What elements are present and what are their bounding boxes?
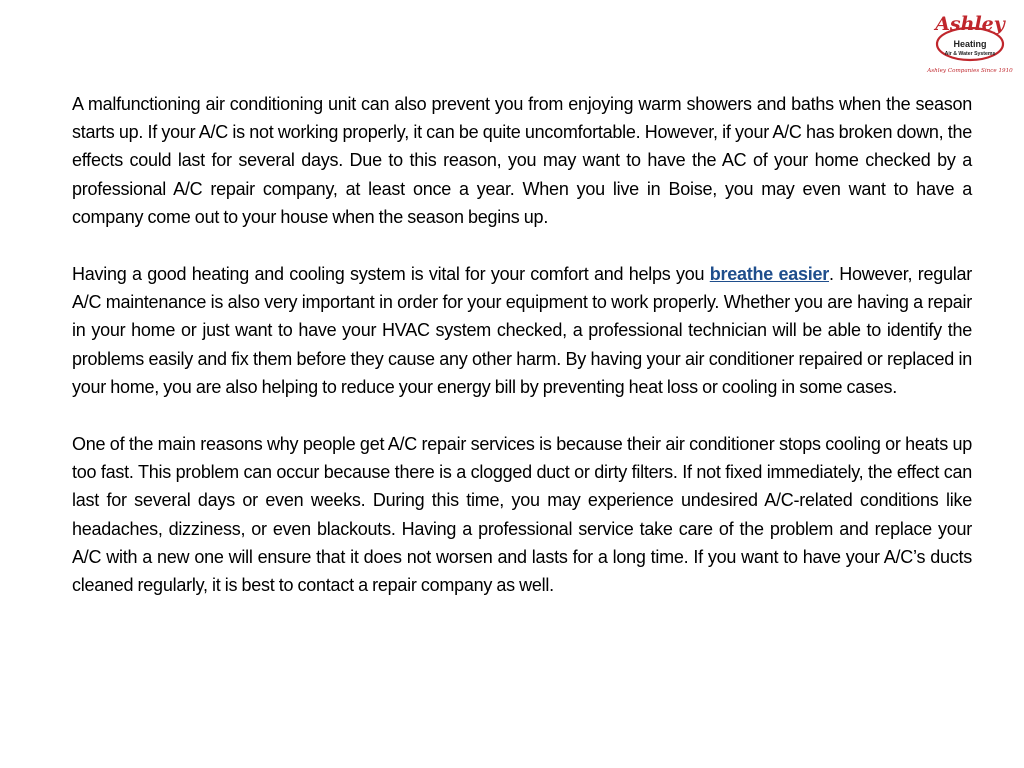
logo-line2: Air & Water Systems bbox=[944, 51, 996, 57]
paragraph-heating-cooling bbox=[72, 260, 972, 401]
article-body bbox=[72, 90, 972, 628]
paragraph-ac-malfunction: A malfunctioning air conditioning unit can also prevent you from enjoying warm showers and baths when the season starts up. If your A/C is not working properly, it can be quite uncomfortable. However, if your A/C has broken down, the effects could last for several days. Due to this reason, you may want to have the AC of your home checked by a professional A/C repair company, at least once a year. When you live in Boise, you may even want to have a company come out to your house when the season begins up. bbox=[72, 94, 972, 227]
paragraph-repair-reasons: One of the main reasons why people get A/C repair services is because their air conditioner stops cooling or heats up too fast. This problem can occur because there is a clogged duct or dirty filters. If not fixed immediately, the effect can last for several days or even weeks. During this time, you may experience undesired A/C-related conditions like headaches, dizziness, or even blackouts. Having a professional service take care of the problem and replace your A/C with a new one will ensure that it does not worsen and lasts for a long time. If you want to have your A/C’s ducts cleaned regularly, it is best to contact a repair company as well. bbox=[72, 434, 972, 596]
ashley-logo-icon bbox=[926, 8, 1018, 78]
logo-name: Ashley bbox=[935, 13, 1005, 35]
logo-tagline: Ashley Companies Since 1910 bbox=[927, 68, 1013, 74]
breathe-easier-link[interactable]: breathe easier bbox=[709, 264, 830, 285]
paragraph-text-before-link: Having a good heating and cooling system is vital for your comfort and helps you bbox=[72, 264, 710, 285]
paragraph-text-after-link: . However, regular A/C maintenance is also very important in order for your equipment to work properly. Whether you are having a repair in your home or just want to have your HVAC system checked, a professional technician will be able to identify the problems easily and fix them before they cause any other harm. By having your air conditioner repaired or replaced in your home, you are also helping to reduce your energy bill by preventing heat loss or cooling in some cases. bbox=[72, 264, 972, 397]
logo-line1: Heating bbox=[953, 39, 987, 49]
company-logo bbox=[926, 8, 1018, 78]
